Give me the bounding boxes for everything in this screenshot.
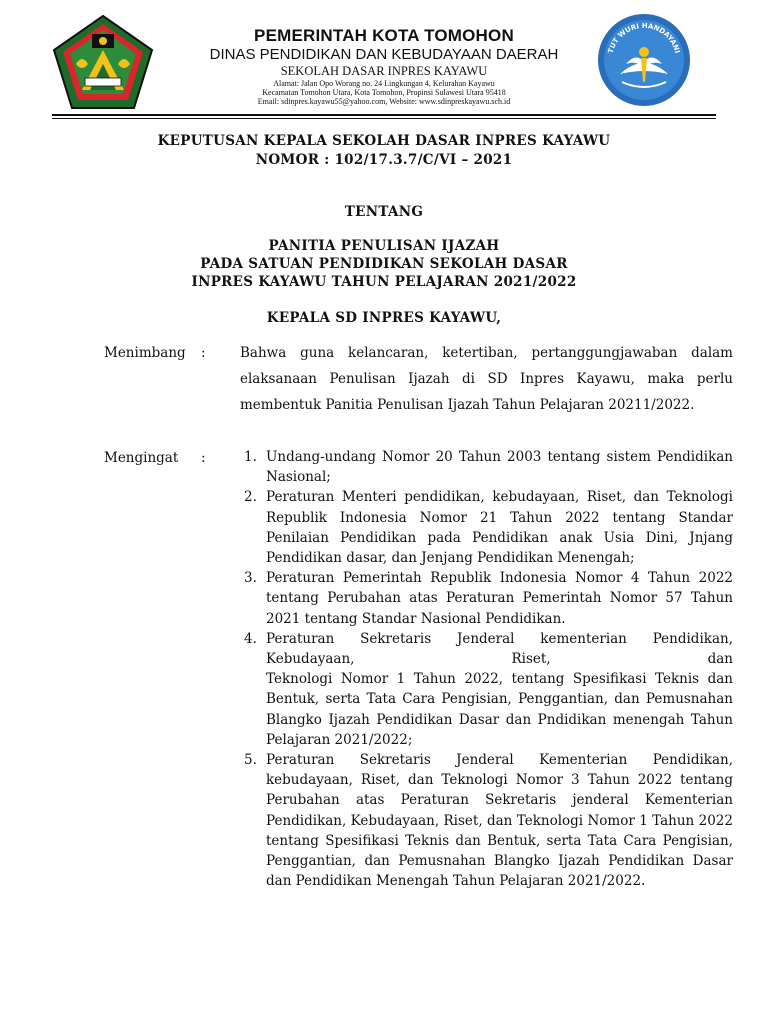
list-item-number: 1. bbox=[244, 449, 257, 465]
decree-number: NOMOR : 102/17.3.7/C/VI – 2021 bbox=[255, 152, 513, 168]
subject-line-2: PADA SATUAN PENDIDIKAN SEKOLAH DASAR bbox=[200, 256, 568, 272]
list-item bbox=[240, 487, 733, 568]
tut-wuri-handayani-logo bbox=[596, 12, 692, 108]
subject-line-3: INPRES KAYAWU TAHUN PELAJARAN 2021/2022 bbox=[191, 274, 577, 290]
mengingat-label: Mengingat bbox=[104, 450, 179, 466]
list-item-number: 3. bbox=[244, 570, 257, 587]
list-item-number: 5. bbox=[244, 752, 257, 769]
list-item-number: 2. bbox=[244, 489, 257, 506]
list-item-text: Peraturan Sekretaris Jenderal Kementerian Pendidikan, kebudayaan, Riset, dan Teknologi Nomor 3 Tahun 2022 tentang Perubahan atas Peraturan Sekretaris jenderal Kementerian Pendidikan, Kebudayaan, Riset, dan Teknologi Nomor 1 Tahun 2022 tentang Spesifikasi Teknis dan Bentuk, serta Tata Cara Pengisian, Penggantian, dan Pemusnahan Blangko Ijazah Pendidikan Dasar dan Pendidikan Menengah Tahun Pelajaran 2021/2022. bbox=[266, 752, 733, 890]
letterhead-contact: Email: sdinpres.kayawu55@yahoo.com, Website: www.sdinpreskayawu.sch.id bbox=[257, 97, 511, 106]
list-item bbox=[240, 750, 733, 891]
list-item-text: Undang-undang Nomor 20 Tahun 2003 tentang sistem Pendidikan Nasional; bbox=[266, 449, 733, 486]
subject-line-1: PANITIA PENULISAN IJAZAH bbox=[268, 238, 500, 254]
letterhead-rule-thick bbox=[52, 114, 716, 116]
mengingat-colon: : bbox=[201, 450, 206, 466]
kepala-heading: KEPALA SD INPRES KAYAWU, bbox=[266, 310, 502, 326]
list-item bbox=[240, 629, 733, 750]
letterhead-department: DINAS PENDIDIKAN DAN KEBUDAYAAN DAERAH bbox=[209, 46, 559, 63]
list-item-text-part-a: Peraturan Sekretaris Jenderal kementerian Pendidikan, Kebudayaan, Riset, dan bbox=[266, 630, 733, 668]
list-item-text-part-b: Teknologi Nomor 1 Tahun 2022, tentang Spesifikasi Teknis dan Bentuk, serta Tata Cara Pengisian, Penggantian, dan Pemusnahan Blangko Ijazah Pendidikan Dasar dan Pndidikan menengah Tahun Pelajaran 2021/2022; bbox=[266, 671, 733, 748]
letterhead-rule-thin bbox=[52, 118, 716, 119]
logo-motto-text: TUT WURI HANDAYANI bbox=[606, 21, 682, 55]
letterhead-government: PEMERINTAH KOTA TOMOHON bbox=[254, 26, 514, 45]
list-item-text: Peraturan Menteri pendidikan, kebudayaan, Riset, dan Teknologi Republik Indonesia Nomor 21 Tahun 2022 tentang Standar Penilaian Pendidikan pada Pendidikan anak Usia Dini, Jnjang Pendidikan dasar, dan Jenjang Pendidikan Menengah; bbox=[266, 489, 733, 567]
list-item bbox=[240, 447, 733, 487]
letterhead-address-2: Kecamatan Tomohon Utara, Kota Tomohon, Propinsi Sulawesi Utara 95418 bbox=[262, 88, 506, 97]
tentang-heading: TENTANG bbox=[344, 204, 424, 220]
tomohon-city-emblem-logo bbox=[52, 14, 154, 110]
decree-title: KEPUTUSAN KEPALA SEKOLAH DASAR INPRES KAYAWU bbox=[157, 133, 611, 149]
menimbang-label: Menimbang bbox=[104, 345, 186, 361]
list-item-number: 4. bbox=[244, 630, 257, 647]
list-item bbox=[240, 568, 733, 629]
letterhead-address-1: Alamat: Jalan Opo Worang no. 24 Lingkungan 4, Kelurahan Kayawu bbox=[273, 79, 495, 88]
list-item-text: Peraturan Pemerintah Republik Indonesia Nomor 4 Tahun 2022 tentang Perubahan atas Peraturan Pemerintah Nomor 57 Tahun 2021 tentang Standar Nasional Pendidikan. bbox=[266, 570, 733, 627]
mengingat-list bbox=[240, 447, 733, 891]
menimbang-colon: : bbox=[201, 345, 206, 361]
letterhead bbox=[170, 26, 598, 106]
menimbang-text: Bahwa guna kelancaran, ketertiban, pertanggungjawaban dalam elaksanaan Penulisan Ijazah di SD Inpres Kayawu, maka perlu membentuk Panitia Penulisan Ijazah Tahun Pelajaran 20211/2022. bbox=[240, 345, 733, 413]
letterhead-school: SEKOLAH DASAR INPRES KAYAWU bbox=[280, 64, 488, 78]
